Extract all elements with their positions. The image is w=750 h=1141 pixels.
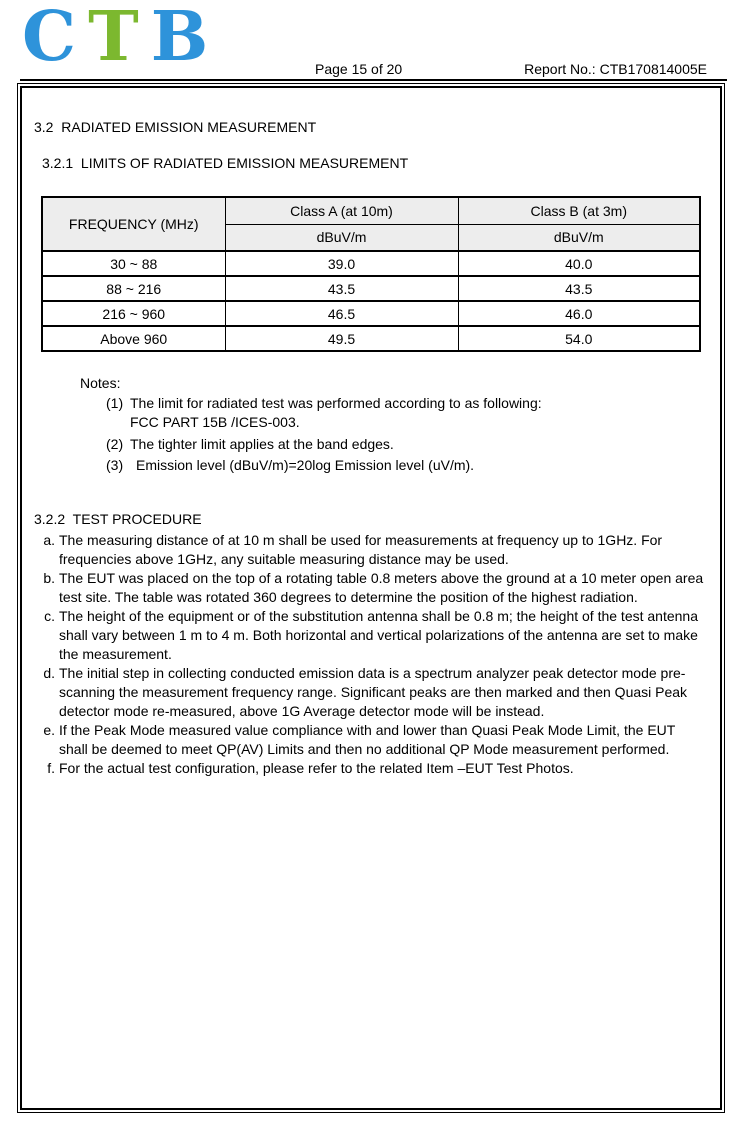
test-procedure-list (34, 531, 706, 778)
note-line: FCC PART 15B /ICES-003. (130, 414, 300, 430)
notes-title: Notes: (80, 375, 121, 391)
note-line: The tighter limit applies at the band edges. (130, 435, 394, 452)
note-item (106, 435, 706, 455)
freq-cell: 88 ~ 216 (42, 276, 225, 301)
note-item (106, 456, 706, 476)
logo-letter-t: T (88, 0, 151, 77)
table-header-class-a: Class A (at 10m) (225, 197, 458, 224)
notes-block (80, 374, 706, 476)
section-heading-3-2-2: 3.2.2 TEST PROCEDURE (34, 510, 202, 527)
freq-cell: 30 ~ 88 (42, 251, 225, 276)
class-b-cell: 46.0 (458, 301, 700, 326)
class-b-cell: 54.0 (458, 326, 700, 351)
class-a-cell: 39.0 (225, 251, 458, 276)
class-b-cell: 43.5 (458, 276, 700, 301)
procedure-item-marker: f. (47, 759, 55, 776)
note-item (106, 394, 706, 433)
table-unit-class-a: dBuV/m (225, 224, 458, 251)
table-header-class-b: Class B (at 3m) (458, 197, 700, 224)
page-number-label: Page 15 of 20 (315, 61, 403, 77)
procedure-item-marker: a. (43, 531, 55, 548)
table-row (42, 251, 700, 276)
note-marker: (2) (106, 435, 124, 452)
section-heading-3-2-1: 3.2.1 LIMITS OF RADIATED EMISSION MEASUREMENT (42, 155, 409, 171)
note-marker: (1) (106, 394, 124, 411)
procedure-item-a (34, 531, 706, 569)
procedure-item-marker: b. (43, 569, 55, 586)
procedure-item-text: The initial step in collecting conducted emission data is a spectrum analyzer peak detector mode pre-scanning the measurement frequency range. Significant peaks are then marked and then Quasi Peak detector mode re-measured, above 1G Average detector mode will be instead. (59, 664, 688, 719)
table-unit-class-b: dBuV/m (458, 224, 700, 251)
class-b-cell: 40.0 (458, 251, 700, 276)
freq-cell: 216 ~ 960 (42, 301, 225, 326)
procedure-item-text: If the Peak Mode measured value compliance with and lower than Quasi Peak Mode Limit, the EUT shall be deemed to meet QP(AV) Limits and then no additional QP Mode measurement performed. (59, 721, 676, 757)
logo-letter-b: B (150, 0, 221, 77)
note-line: The limit for radiated test was performed according to as following: (130, 394, 542, 411)
page-content (20, 86, 722, 1110)
procedure-item-d (34, 664, 706, 721)
header-divider-rule (20, 79, 727, 81)
section-heading-3-2: 3.2 RADIATED EMISSION MEASUREMENT (34, 119, 317, 135)
limits-table (41, 196, 701, 352)
class-a-cell: 46.5 (225, 301, 458, 326)
table-row (42, 276, 700, 301)
freq-cell: Above 960 (42, 326, 225, 351)
ctb-logo (22, 0, 221, 77)
page-border-box (17, 83, 725, 1113)
procedure-item-text: The height of the equipment or of the substitution antenna shall be 0.8 m; the height of the test antenna shall vary between 1 m to 4 m. Both horizontal and vertical polarizations of the antenna are set to make the measurement. (59, 607, 698, 662)
class-a-cell: 49.5 (225, 326, 458, 351)
procedure-item-text: The EUT was placed on the top of a rotating table 0.8 meters above the ground at a 10 meter open area test site. The table was rotated 360 degrees to determine the position of the highest radiation. (59, 569, 704, 605)
procedure-item-c (34, 607, 706, 664)
note-line: Emission level (dBuV/m)=20log Emission level (uV/m). (136, 457, 475, 473)
report-number-label: Report No.: CTB170814005E (524, 61, 707, 77)
procedure-item-e (34, 721, 706, 759)
procedure-item-text: The measuring distance of at 10 m shall be used for measurements at frequency up to 1GHz. For frequencies above 1GHz, any suitable measuring distance may be used. (59, 531, 663, 567)
table-header-frequency: FREQUENCY (MHz) (42, 197, 225, 251)
note-marker: (3) (106, 457, 124, 473)
procedure-item-marker: e. (43, 721, 55, 738)
procedure-item-f (34, 759, 706, 778)
procedure-item-marker: c. (44, 607, 55, 624)
table-row (42, 326, 700, 351)
logo-letter-c: C (22, 0, 89, 77)
procedure-item-text: For the actual test configuration, please refer to the related Item –EUT Test Photos. (59, 759, 574, 776)
table-row (42, 301, 700, 326)
table-header-row-1 (42, 197, 700, 224)
class-a-cell: 43.5 (225, 276, 458, 301)
procedure-item-marker: d. (43, 664, 55, 681)
procedure-item-b (34, 569, 706, 607)
